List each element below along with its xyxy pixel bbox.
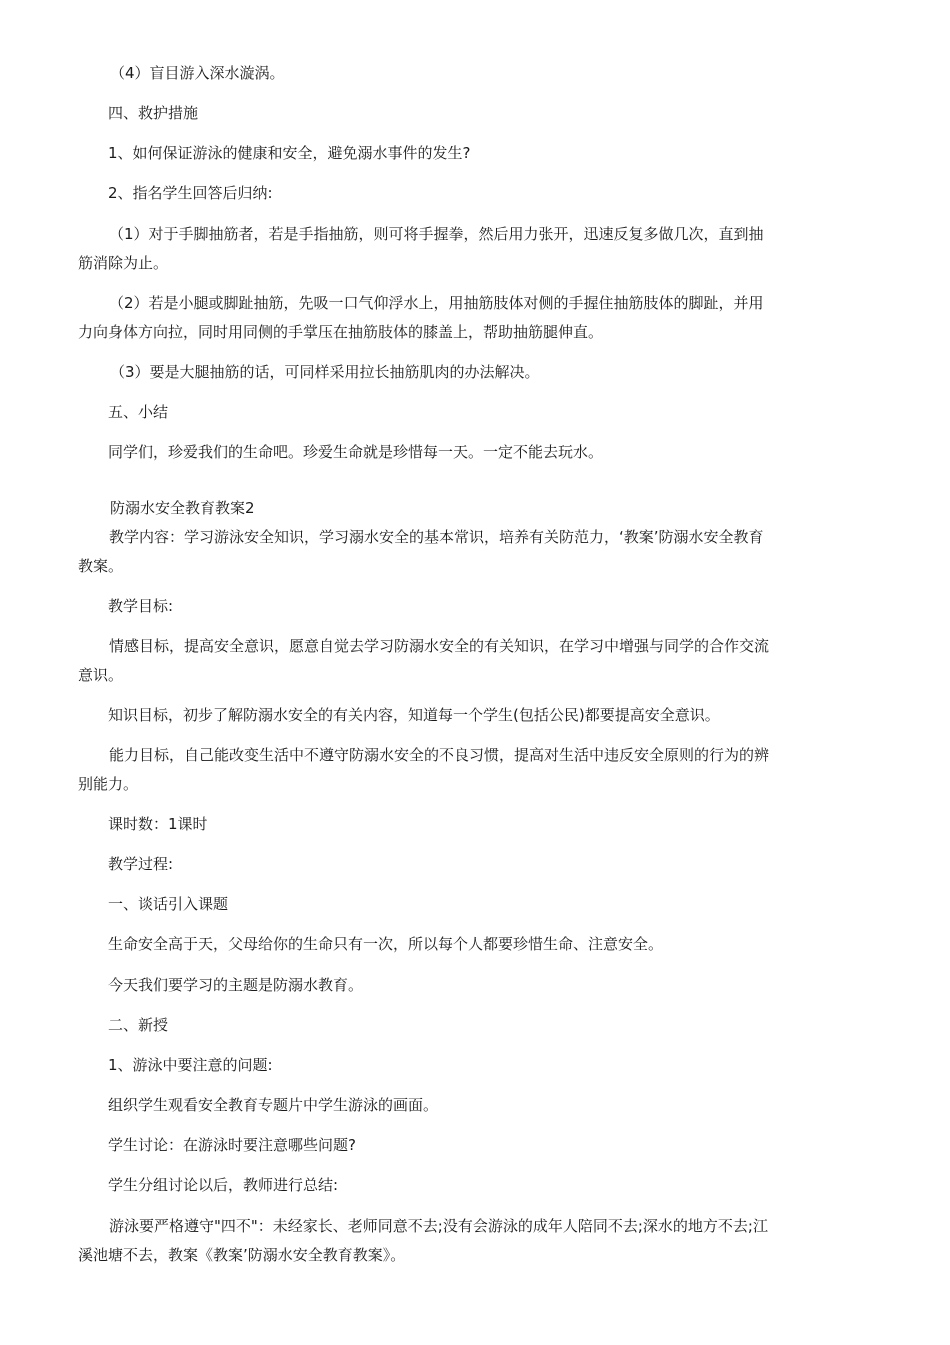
paragraph-four-rules: 游泳要严格遵守"四不"：未经家长、老师同意不去;没有会游泳的成年人陪同不去;深水的地方不去;江溪池塘不去，教案《教案’防溺水安全教育教案》。 bbox=[78, 1217, 768, 1264]
heading-summary: 五、小结 bbox=[108, 403, 169, 421]
paragraph-group-summary: 学生分组讨论以后，教师进行总结: bbox=[108, 1176, 339, 1194]
paragraph-swimming-issues: 1、游泳中要注意的问题: bbox=[108, 1056, 273, 1074]
heading-introduction: 一、谈话引入课题 bbox=[108, 895, 229, 913]
paragraph-emotional-goal: 情感目标，提高安全意识，愿意自觉去学习防溺水安全的有关知识，在学习中增强与同学的合作交流意识。 bbox=[78, 637, 770, 684]
heading-new-lesson: 二、新授 bbox=[108, 1016, 169, 1034]
paragraph-today-topic: 今天我们要学习的主题是防溺水教育。 bbox=[108, 976, 364, 994]
section-title: 防溺水安全教育教案2 bbox=[110, 499, 255, 517]
paragraph-life-safety: 生命安全高于天，父母给你的生命只有一次，所以每个人都要珍惜生命、注意安全。 bbox=[108, 935, 664, 953]
paragraph-summary-intro: 2、指名学生回答后归纳: bbox=[108, 184, 273, 202]
paragraph-conclusion: 同学们，珍爱我们的生命吧。珍爱生命就是珍惜每一天。一定不能去玩水。 bbox=[108, 443, 604, 461]
paragraph-watch-video: 组织学生观看安全教育专题片中学生游泳的画面。 bbox=[108, 1096, 439, 1114]
paragraph-item-4: （4）盲目游入深水漩涡。 bbox=[110, 64, 285, 82]
paragraph-knowledge-goal: 知识目标，初步了解防溺水安全的有关内容，知道每一个学生(包括公民)都要提高安全意识。 bbox=[108, 706, 720, 724]
paragraph-hand-cramp: （1）对于手脚抽筋者，若是手指抽筋，则可将手握拳，然后用力张开，迅速反复多做几次，直到抽筋消除为止。 bbox=[78, 225, 764, 272]
paragraph-teaching-process: 教学过程: bbox=[108, 855, 174, 873]
paragraph-discussion: 学生讨论：在游泳时要注意哪些问题? bbox=[108, 1136, 356, 1154]
paragraph-thigh-cramp: （3）要是大腿抽筋的话，可同样采用拉长抽筋肌肉的办法解决。 bbox=[110, 363, 540, 381]
paragraph-teaching-content: 教学内容：学习游泳安全知识，学习溺水安全的基本常识，培养有关防范力，‘教案’防溺水安全教育教案。 bbox=[78, 528, 764, 575]
paragraph-ability-goal: 能力目标，自己能改变生活中不遵守防溺水安全的不良习惯，提高对生活中违反安全原则的行为的辨别能力。 bbox=[78, 746, 770, 793]
paragraph-teaching-goals: 教学目标: bbox=[108, 597, 174, 615]
paragraph-question: 1、如何保证游泳的健康和安全，避免溺水事件的发生? bbox=[108, 144, 471, 162]
paragraph-class-hours: 课时数：1课时 bbox=[108, 815, 208, 833]
paragraph-calf-cramp: （2）若是小腿或脚趾抽筋，先吸一口气仰浮水上，用抽筋肢体对侧的手握住抽筋肢体的脚趾，并用力向身体方向拉，同时用同侧的手掌压在抽筋肢体的膝盖上，帮助抽筋腿伸直。 bbox=[78, 294, 764, 341]
heading-rescue-measures: 四、救护措施 bbox=[108, 104, 199, 122]
